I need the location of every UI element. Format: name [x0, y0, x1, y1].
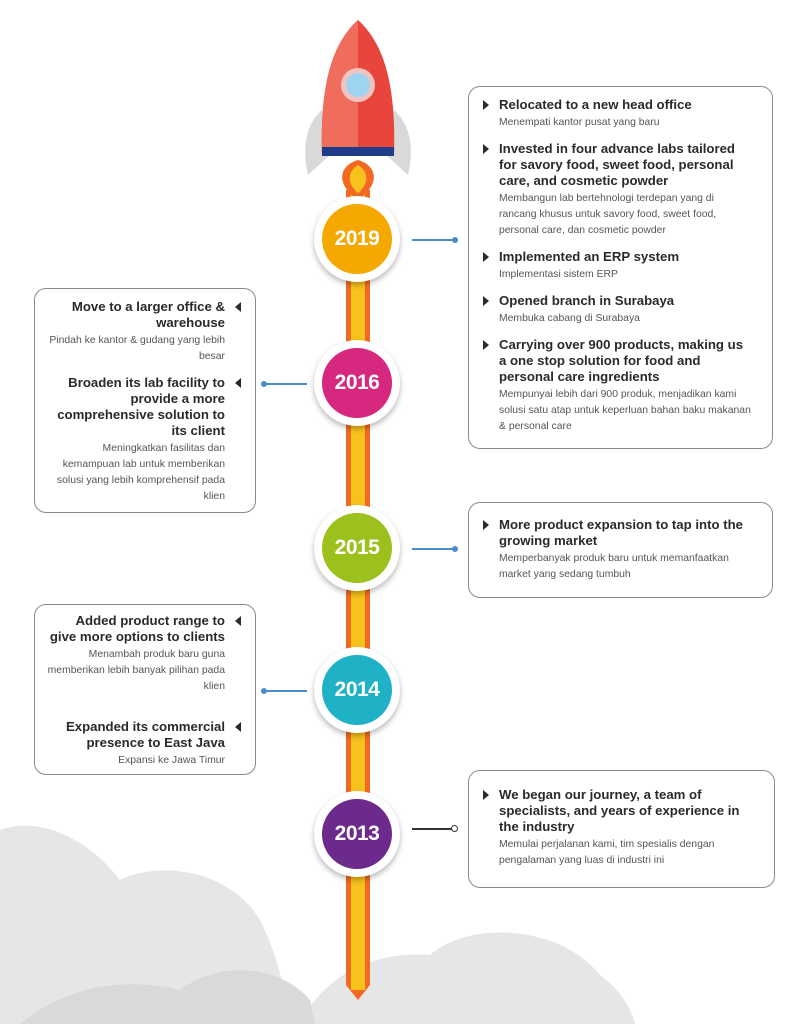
milestone-box-2016	[34, 288, 256, 513]
connector-2013	[412, 828, 452, 830]
year-2014-badge	[314, 647, 400, 733]
triangle-bullet-icon	[483, 520, 489, 530]
triangle-bullet-icon	[483, 340, 489, 350]
year-2016-label: 2016	[322, 348, 392, 418]
connector-2016	[265, 383, 307, 385]
year-2014-label: 2014	[322, 655, 392, 725]
milestone-item: Opened branch in Surabaya Membuka cabang di Surabaya	[499, 293, 752, 327]
milestone-box-2013	[468, 770, 775, 888]
milestone-item: Added product range to give more options to clients Menambah produk baru guna memberikan lebih banyak pilihan pada klien	[47, 613, 225, 695]
connector-2014	[265, 690, 307, 692]
connector-dot-2019	[452, 237, 458, 243]
connector-dot-2014	[261, 688, 267, 694]
milestone-box-2015	[468, 502, 773, 598]
milestone-box-2019	[468, 86, 773, 449]
triangle-bullet-icon	[483, 252, 489, 262]
milestone-item: Invested in four advance labs tailored for savory food, sweet food, personal care, and cosmetic powder Membangun lab bertehnologi terdepan yang di rancang khusus untuk savory food, sweet food, personal care, dan cosmetic powder	[499, 141, 752, 239]
triangle-bullet-icon	[235, 722, 241, 732]
milestone-item: More product expansion to tap into the growing market Memperbanyak produk baru untuk memanfaatkan market yang sedang tumbuh	[499, 517, 752, 583]
triangle-bullet-icon	[483, 100, 489, 110]
milestone-item: Relocated to a new head office Menempati kantor pusat yang baru	[499, 97, 752, 131]
rocket-icon	[300, 15, 416, 200]
milestone-item: Expanded its commercial presence to East Java Expansi ke Jawa Timur	[47, 719, 225, 769]
milestone-item: Move to a larger office & warehouse Pindah ke kantor & gudang yang lebih besar	[47, 299, 225, 365]
triangle-bullet-icon	[483, 296, 489, 306]
connector-2019	[412, 239, 454, 241]
triangle-bullet-icon	[483, 790, 489, 800]
connector-dot-2016	[261, 381, 267, 387]
triangle-bullet-icon	[235, 616, 241, 626]
year-2015-badge	[314, 505, 400, 591]
connector-2015	[412, 548, 454, 550]
milestone-item: We began our journey, a team of specialists, and years of experience in the industry Memulai perjalanan kami, tim spesialis dengan pengalaman yang luas di industri ini	[499, 787, 754, 869]
year-2015-label: 2015	[322, 513, 392, 583]
triangle-bullet-icon	[483, 144, 489, 154]
milestone-item: Carrying over 900 products, making us a one stop solution for food and personal care ingredients Mempunyai lebih dari 900 produk, menjadikan kami solusi satu atap untuk keperluan bahan baku makanan & personal care	[499, 337, 752, 435]
milestone-item: Broaden its lab facility to provide a more comprehensive solution to its client Meningkatkan fasilitas dan kemampuan lab untuk memberikan solusi yang lebih komprehensif pada klien	[47, 375, 225, 505]
year-2016-badge	[314, 340, 400, 426]
connector-dot-2013	[451, 825, 458, 832]
year-2013-badge	[314, 791, 400, 877]
year-2019-badge	[314, 196, 400, 282]
milestone-item: Implemented an ERP system Implementasi sistem ERP	[499, 249, 752, 283]
year-2013-label: 2013	[322, 799, 392, 869]
connector-dot-2015	[452, 546, 458, 552]
year-2019-label: 2019	[322, 204, 392, 274]
triangle-bullet-icon	[235, 378, 241, 388]
triangle-bullet-icon	[235, 302, 241, 312]
milestone-box-2014	[34, 604, 256, 775]
